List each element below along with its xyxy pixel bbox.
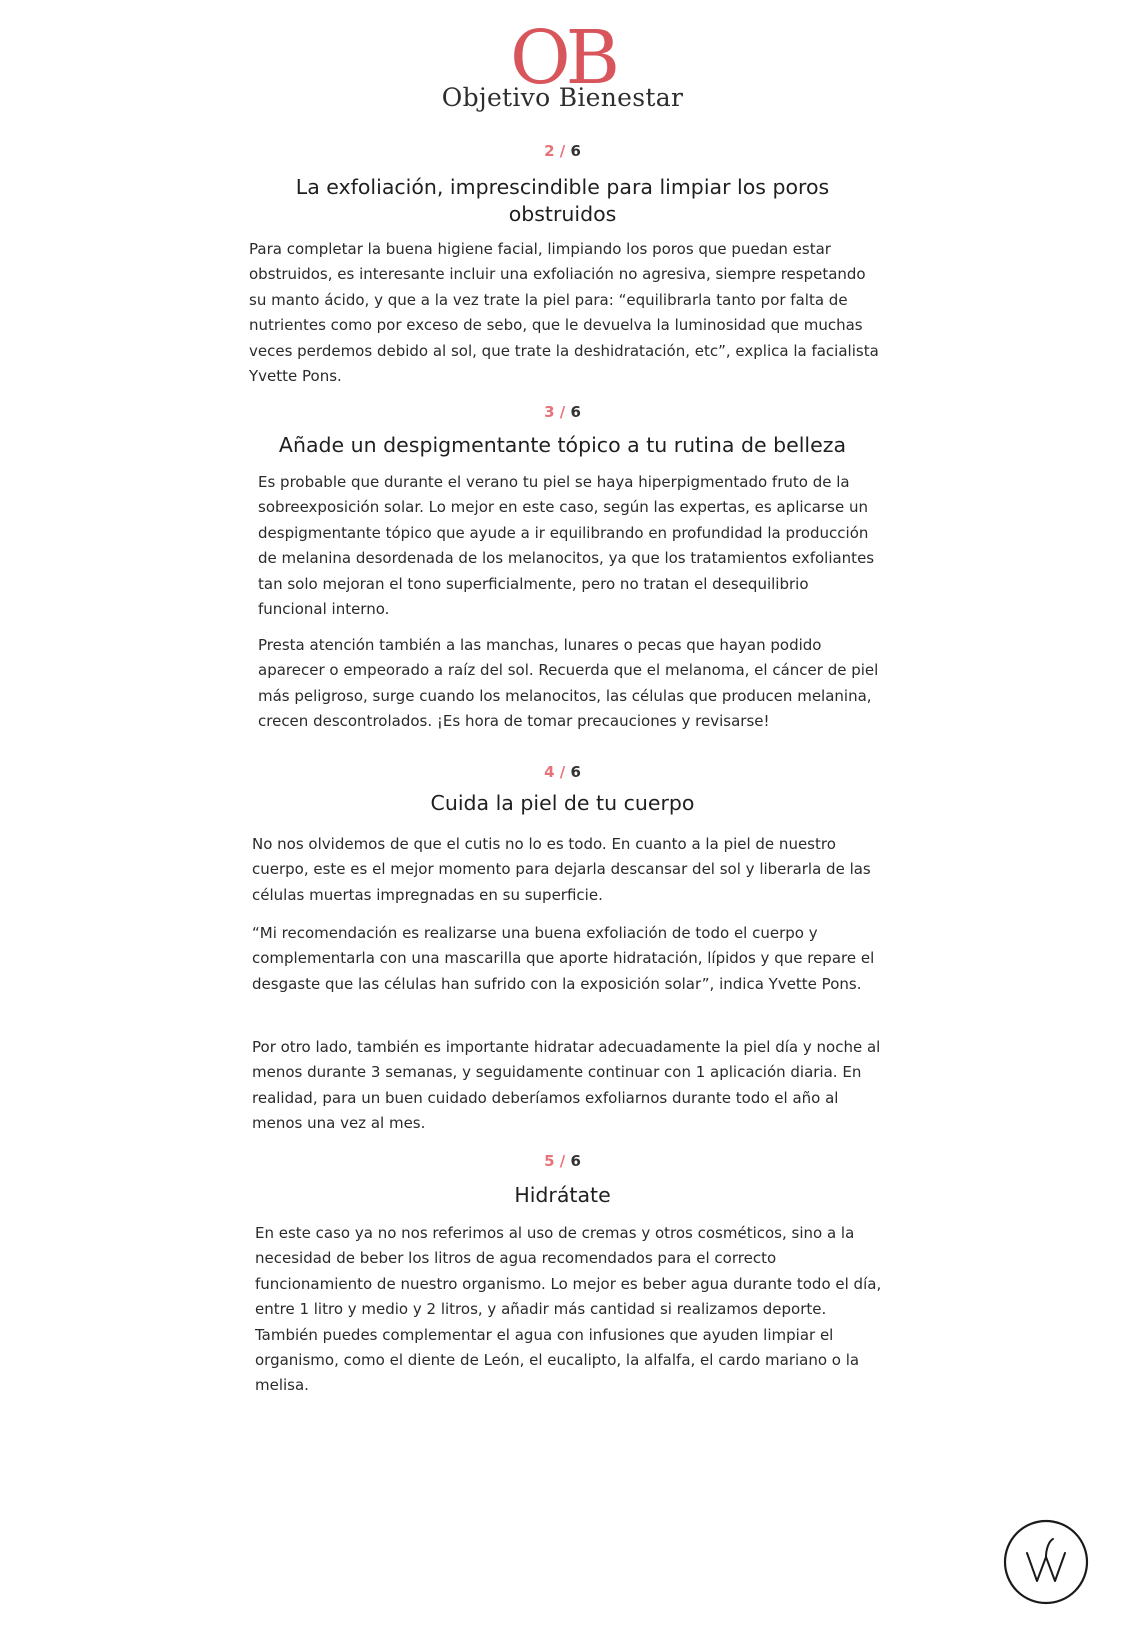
- section-title: La exfoliación, imprescindible para limpiar los poros obstruidos: [295, 175, 830, 226]
- section-title: Cuida la piel de tu cuerpo: [430, 791, 695, 815]
- slide-counter: [0, 402, 1125, 422]
- slide-counter: [0, 762, 1125, 782]
- counter-current: 4: [544, 763, 555, 781]
- section-title: Hidrátate: [514, 1183, 611, 1207]
- brand-name: Objetivo Bienestar: [441, 83, 684, 112]
- slide-counter: [0, 1151, 1125, 1171]
- section-paragraph: Es probable que durante el verano tu piel se haya hiperpigmentado fruto de la sobreexposición solar. Lo mejor en este caso, según las expertas, es aplicarse un despigmentante tópico que ayude a ir equilibrando en profundidad la producción de melanina desordenada de los melanocitos, ya que los tratamientos exfoliantes tan solo mejoran el tono superficialmente, pero no tratan el desequilibrio funcional interno.: [258, 473, 875, 619]
- section-paragraph: Por otro lado, también es importante hidratar adecuadamente la piel día y noche al menos durante 3 semanas, y seguidamente continuar con 1 aplicación diaria. En realidad, para un buen cuidado deberíamos exfoliarnos durante todo el año al menos una vez al mes.: [252, 1038, 881, 1133]
- section-paragraph: En este caso ya no nos referimos al uso de cremas y otros cosméticos, sino a la necesidad de beber los litros de agua recomendados para el correcto funcionamiento de nuestro organismo. Lo mejor es beber agua durante todo el día, entre 1 litro y medio y 2 litros, y añadir más cantidad si realizamos deporte. También puedes complementar el agua con infusiones que ayuden limpiar el organismo, como el diente de León, el eucalipto, la alfalfa, el cardo mariano o la melisa.: [255, 1224, 882, 1395]
- section-paragraph: “Mi recomendación es realizarse una buena exfoliación de todo el cuerpo y complementarla con una mascarilla que aporte hidratación, lípidos y que repare el desgaste que las células han sufrido con la exposición solar”, indica Yvette Pons.: [252, 924, 875, 993]
- section-paragraph: Para completar la buena higiene facial, limpiando los poros que puedan estar obstruidos, es interesante incluir una exfoliación no agresiva, siempre respetando su manto ácido, y que a la vez trate la piel para: “equilibrarla tanto por falta de nutrientes como por exceso de sebo, que le devuelva la luminosidad que muchas veces perdemos debido al sol, que trate la deshidratación, etc”, explica la facialista Yvette Pons.: [249, 240, 879, 386]
- counter-current: 2: [544, 142, 555, 160]
- w-monogram-icon: [1003, 1519, 1089, 1605]
- section-title: Añade un despigmentante tópico a tu rutina de belleza: [278, 433, 847, 457]
- counter-separator: /: [559, 763, 566, 781]
- counter-separator: /: [559, 142, 566, 160]
- slide-counter: [0, 141, 1125, 161]
- section-paragraph: No nos olvidemos de que el cutis no lo es todo. En cuanto a la piel de nuestro cuerpo, este es el mejor momento para dejarla descansar del sol y liberarla de las células muertas impregnadas en su superficie.: [252, 835, 871, 904]
- counter-separator: /: [559, 403, 566, 421]
- counter-total: 6: [570, 142, 581, 160]
- section-paragraph: Presta atención también a las manchas, lunares o pecas que hayan podido aparecer o empeorado a raíz del sol. Recuerda que el melanoma, el cáncer de piel más peligroso, surge cuando los melanocitos, las células que producen melanina, crecen descontrolados. ¡Es hora de tomar precauciones y revisarse!: [258, 636, 879, 731]
- counter-current: 3: [544, 403, 555, 421]
- counter-total: 6: [570, 403, 581, 421]
- counter-current: 5: [544, 1152, 555, 1170]
- counter-total: 6: [570, 1152, 581, 1170]
- counter-total: 6: [570, 763, 581, 781]
- counter-separator: /: [559, 1152, 566, 1170]
- brand-logo: OB: [509, 15, 616, 101]
